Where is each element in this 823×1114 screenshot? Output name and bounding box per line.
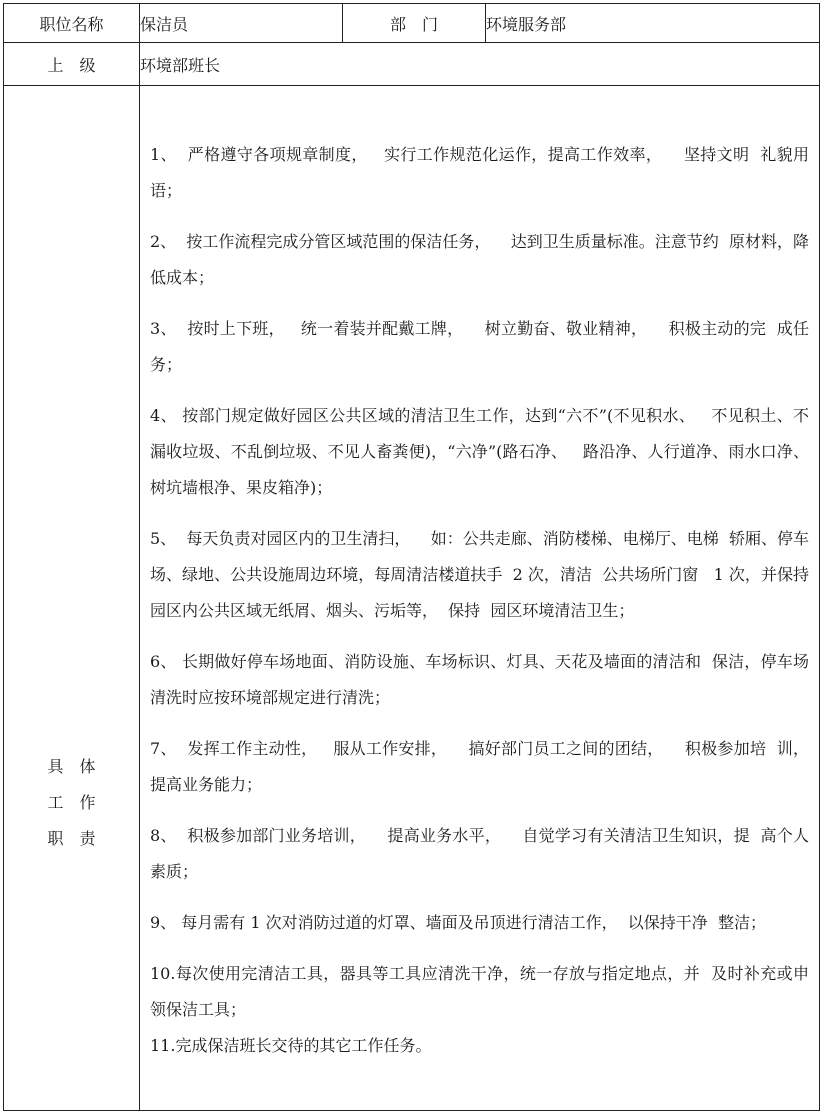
duty-text: 每次使用完清洁工具，器具等工具应清洗干净，统一存放与指定地点，并 及时补充或申领保洁工具； [150,963,809,1019]
duties-label-line: 工 作 [47,793,96,812]
duty-item [150,731,809,803]
duty-text: 积极参加部门业务培训， 提高业务水平， 自觉学习有关清洁卫生知识，提 高个人素质； [150,825,809,881]
duty-item [150,1028,809,1064]
duty-text: 严格遵守各项规章制度， 实行工作规范化运作，提高工作效率， 坚持文明 礼貌用语； [150,144,809,200]
duty-number: 7、 [150,738,177,758]
superior-row [4,43,820,86]
duty-text: 每天负责对园区内的卫生清扫， 如：公共走廊、消防楼梯、电梯厅、电梯 轿厢、停车场、绿地、公共设施周边环境，每周清洁楼道扶手 2 次，清洁 公共场所门窗 1 次，并保持园区内公共区域无纸屑、烟头、污垢等， 保持 园区环境清洁卫生； [150,528,809,620]
duty-item [150,644,809,716]
duties-list [140,133,819,1064]
duty-item [150,398,809,506]
job-description-table [3,3,820,1111]
duty-text: 按部门规定做好园区公共区域的清洁卫生工作，达到“六不”(不见积水、 不见积土、不漏收垃圾、不乱倒垃圾、不见人畜粪便)，“六净”(路石净、 路沿净、人行道净、雨水口净、树坑墙根净、果皮箱净)； [150,405,809,497]
position-label: 职位名称 [4,4,140,43]
duty-number: 3、 [150,318,177,338]
position-row [4,4,820,43]
duties-label-line: 职 责 [47,829,96,848]
department-value: 环境服务部 [486,4,820,43]
duty-number: 9、 [150,912,177,932]
duties-row [4,86,820,1111]
duties-cell [140,86,820,1111]
duty-item [150,521,809,629]
duty-text: 按工作流程完成分管区域范围的保洁任务， 达到卫生质量标准。注意节约 原材料，降低成本； [150,231,809,287]
duties-label [4,339,139,857]
duty-number: 4、 [150,405,177,425]
department-label: 部 门 [343,4,486,43]
duty-item [150,224,809,296]
duty-item [150,137,809,209]
duty-item [150,956,809,1028]
duty-text: 完成保洁班长交待的其它工作任务。 [175,1035,432,1055]
duty-item [150,311,809,383]
duty-text: 发挥工作主动性， 服从工作安排， 搞好部门员工之间的团结， 积极参加培 训，提高业务能力； [150,738,809,794]
duty-number: 8、 [150,825,177,845]
superior-label: 上 级 [4,43,140,86]
duty-number: 1、 [150,144,177,164]
duty-number: 6、 [150,651,177,671]
duty-number: 2、 [150,231,177,251]
duty-number: 5、 [150,528,177,548]
duty-number: 11. [150,1035,176,1055]
duty-item [150,818,809,890]
duties-label-cell [4,86,140,1111]
duty-item [150,905,809,941]
duty-text: 长期做好停车场地面、消防设施、车场标识、灯具、天花及墙面的清洁和 保洁，停车场清洗时应按环境部规定进行清洗； [150,651,809,707]
position-value: 保洁员 [140,4,343,43]
duty-text: 每月需有 1 次对消防过道的灯罩、墙面及吊顶进行清洁工作， 以保持干净 整洁； [176,912,766,932]
duty-text: 按时上下班， 统一着装并配戴工牌， 树立勤奋、敬业精神， 积极主动的完 成任务； [150,318,809,374]
superior-value: 环境部班长 [140,43,820,86]
duty-number: 10. [150,963,176,983]
duties-label-line: 具 体 [47,757,96,776]
